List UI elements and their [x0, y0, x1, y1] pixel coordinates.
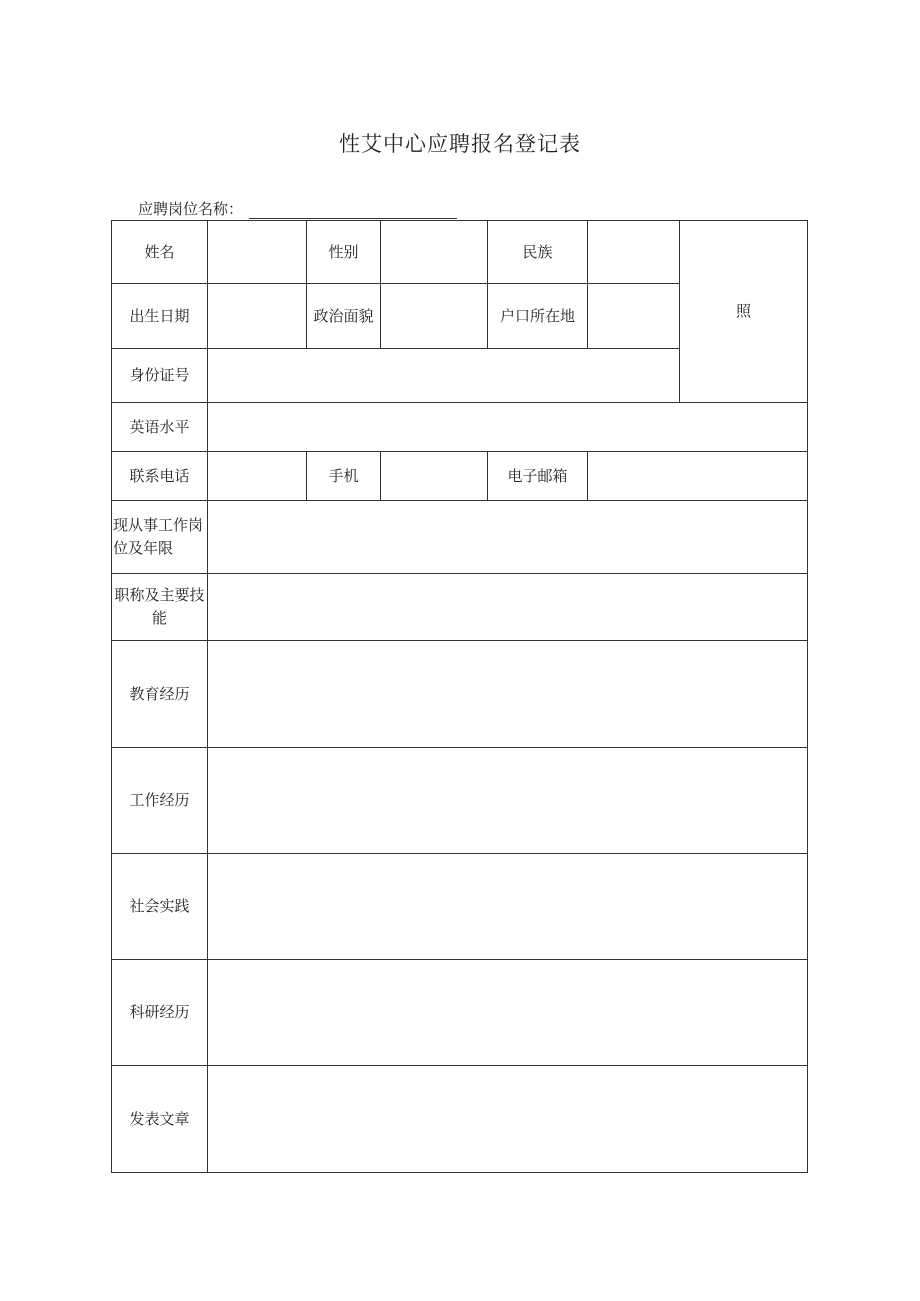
table-border-right — [807, 220, 808, 1173]
phone-label: 联系电话 — [129, 466, 190, 485]
birth-date-label: 出生日期 — [129, 306, 190, 325]
position-line — [138, 198, 457, 219]
english-level-label: 英语水平 — [129, 417, 190, 436]
current-job-field[interactable] — [208, 501, 807, 573]
email-label: 电子邮箱 — [507, 466, 568, 485]
name-label: 姓名 — [144, 242, 175, 261]
research-field[interactable] — [208, 960, 807, 1065]
position-input[interactable] — [249, 201, 457, 219]
social-practice-label: 社会实践 — [129, 897, 190, 915]
mobile-label: 手机 — [328, 466, 359, 485]
political-status-label: 政治面貌 — [313, 306, 374, 325]
table-border-bottom — [111, 1172, 808, 1173]
work-label: 工作经历 — [129, 791, 190, 809]
phone-field[interactable] — [208, 452, 306, 500]
photo-box[interactable]: 照 — [735, 302, 751, 320]
social-practice-field[interactable] — [208, 854, 807, 959]
work-field[interactable] — [208, 748, 807, 853]
position-label: 应聘岗位名称： — [138, 200, 244, 218]
current-job-label: 现从事工作岗位及年限 — [113, 516, 204, 557]
mobile-field[interactable] — [381, 452, 487, 500]
education-label: 教育经历 — [129, 684, 190, 703]
id-number-field[interactable] — [208, 349, 679, 402]
household-location-field[interactable] — [588, 284, 679, 348]
household-location-label: 户口所在地 — [499, 306, 575, 325]
ethnicity-label: 民族 — [522, 242, 553, 261]
political-status-field[interactable] — [381, 284, 487, 348]
title-skills-field[interactable] — [208, 574, 807, 640]
education-field[interactable] — [208, 641, 807, 747]
publications-field[interactable] — [208, 1066, 807, 1172]
id-number-label: 身份证号 — [129, 366, 190, 384]
birth-date-field[interactable] — [208, 284, 306, 348]
email-field[interactable] — [588, 452, 807, 500]
gender-field[interactable] — [381, 221, 487, 283]
ethnicity-field[interactable] — [588, 221, 679, 283]
research-label: 科研经历 — [129, 1003, 190, 1021]
title-skills-label: 职称及主要技能 — [114, 586, 205, 627]
form-title: 性艾中心应聘报名登记表 — [339, 132, 581, 156]
english-level-field[interactable] — [208, 403, 807, 451]
publications-label: 发表文章 — [129, 1109, 190, 1128]
gender-label: 性别 — [328, 242, 359, 261]
name-field[interactable] — [208, 221, 306, 283]
